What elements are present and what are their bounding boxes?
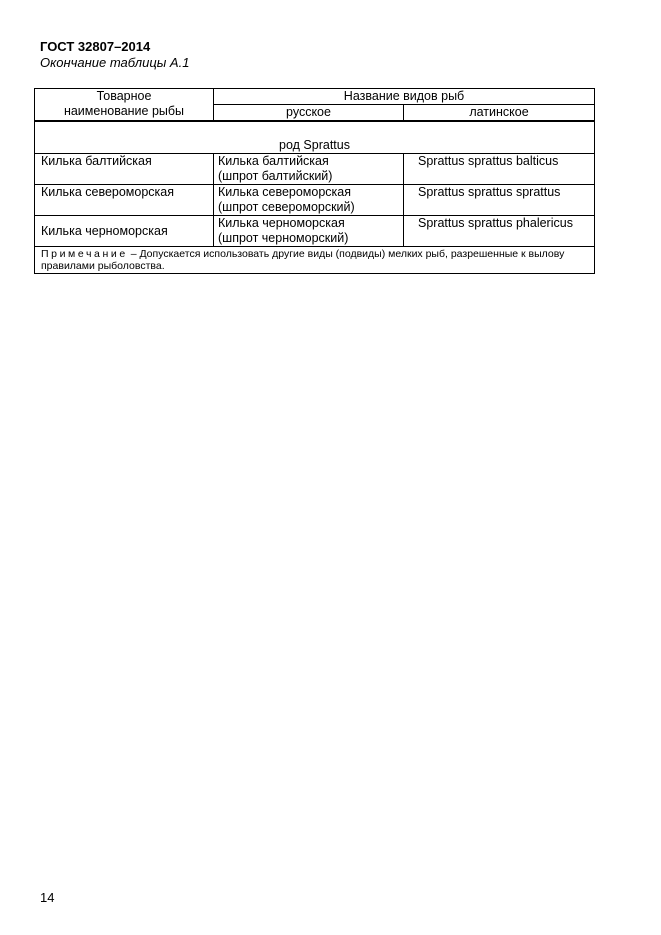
note-label: Примечание xyxy=(41,248,128,260)
page-number: 14 xyxy=(40,890,55,905)
genus-label: род Sprattus xyxy=(35,121,595,154)
table-note xyxy=(35,247,595,274)
russian-name-cell xyxy=(214,185,404,216)
header-trade-name-line2: наименование рыбы xyxy=(63,104,185,118)
russian-name-line1: Килька североморская xyxy=(218,185,352,199)
fish-names-table xyxy=(34,88,595,274)
table-header-row xyxy=(35,89,595,105)
table-row xyxy=(35,154,595,185)
russian-name-line2: (шпрот черноморский) xyxy=(218,231,349,245)
genus-row xyxy=(35,121,595,154)
table-row xyxy=(35,216,595,247)
header-trade-name-line1: Товарное xyxy=(96,89,152,103)
russian-name-cell xyxy=(214,154,404,185)
latin-name-cell: Sprattus sprattus sprattus xyxy=(404,185,595,216)
trade-name-cell: Килька черноморская xyxy=(35,216,214,247)
russian-name-line1: Килька черноморская xyxy=(218,216,345,230)
trade-name-cell: Килька балтийская xyxy=(35,154,214,185)
table-continuation-caption: Окончание таблицы А.1 xyxy=(40,55,190,70)
russian-name-cell xyxy=(214,216,404,247)
russian-name-line2: (шпрот североморский) xyxy=(218,200,355,214)
latin-name-cell: Sprattus sprattus balticus xyxy=(404,154,595,185)
table-note-row xyxy=(35,247,595,274)
latin-name-cell: Sprattus sprattus phalericus xyxy=(404,216,595,247)
header-latin: латинское xyxy=(404,105,595,122)
header-trade-name xyxy=(35,89,214,122)
document-code: ГОСТ 32807–2014 xyxy=(40,39,151,54)
header-species-names: Название видов рыб xyxy=(214,89,595,105)
russian-name-line2: (шпрот балтийский) xyxy=(218,169,333,183)
russian-name-line1: Килька балтийская xyxy=(218,154,329,168)
trade-name-cell: Килька североморская xyxy=(35,185,214,216)
note-text: – Допускается использовать другие виды (подвиды) мелких рыб, разрешенные к вылову правилами рыболовства. xyxy=(41,248,565,272)
header-russian: русское xyxy=(214,105,404,122)
table-row xyxy=(35,185,595,216)
